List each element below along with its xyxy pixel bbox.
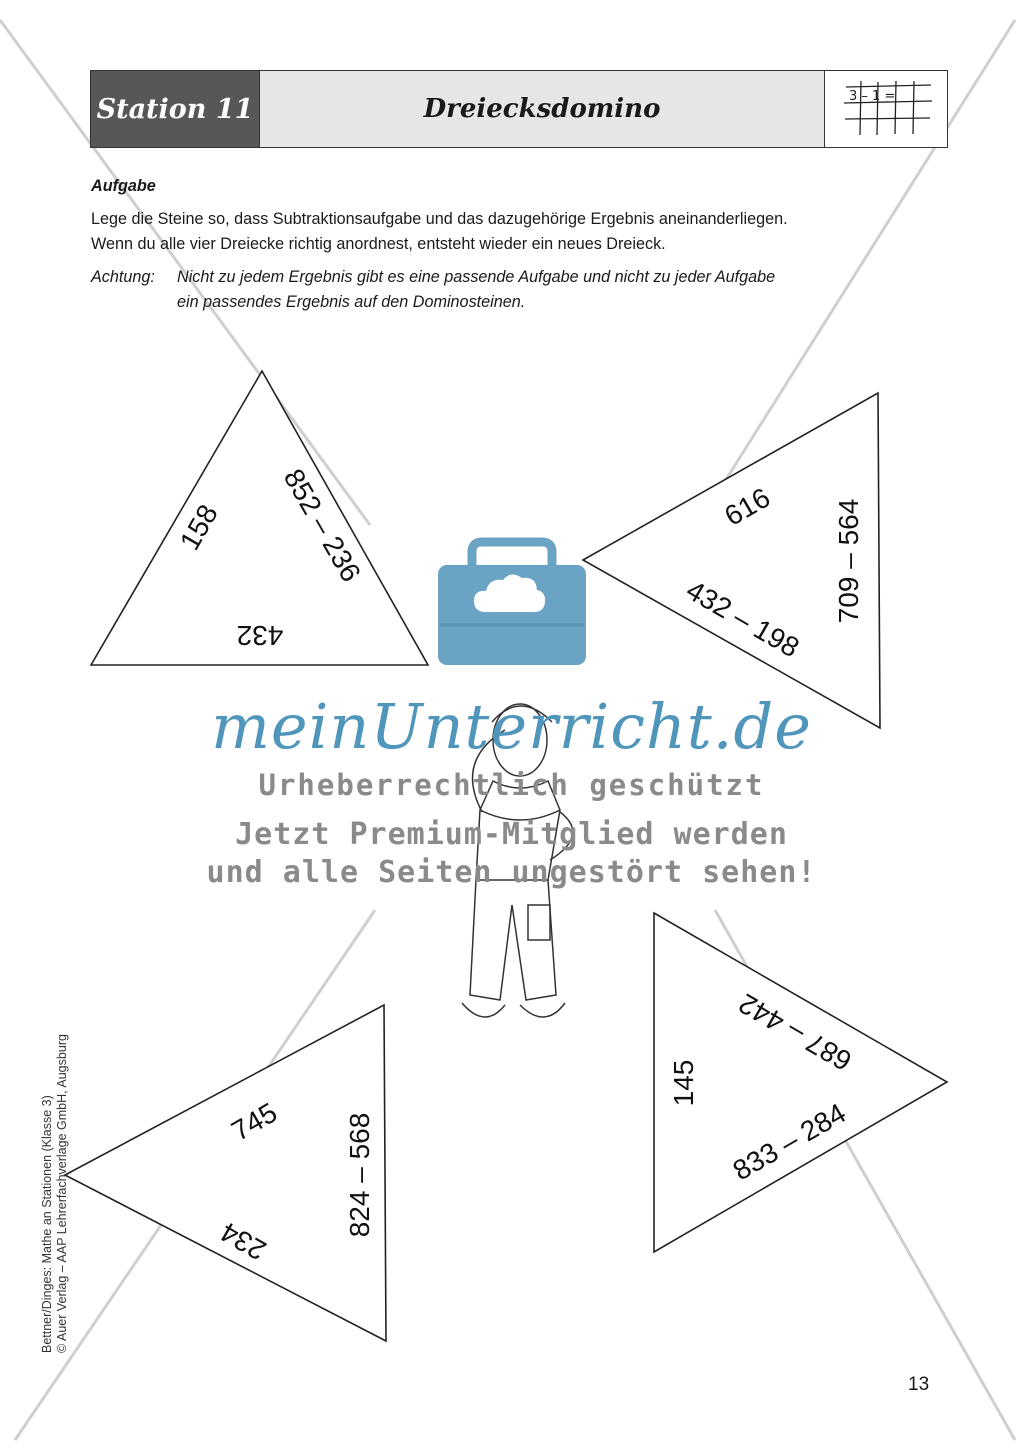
- grid-icon-text: 3 – 1 =: [849, 89, 896, 104]
- domino-2-edge-b: 709 – 564: [833, 498, 864, 624]
- task-line-2: Wenn du alle vier Dreiecke richtig anordnest, entsteht wieder ein neues Dreieck.: [91, 235, 666, 253]
- domino-3-edge-c: 234: [215, 1216, 272, 1267]
- task-line-1: Lege die Steine so, dass Subtraktionsaufgabe und das dazugehörige Ergebnis aneinanderliegen.: [91, 210, 788, 228]
- page-number: 13: [908, 1374, 930, 1395]
- domino-1-edge-c: 432: [236, 620, 284, 651]
- credit-line-2: © Auer Verlag – AAP Lehrerfachverlage GmbH, Augsburg: [55, 1034, 69, 1353]
- domino-3-edge-b: 824 – 568: [344, 1112, 375, 1238]
- watermark-line-1: Urheberrechtlich geschützt: [258, 768, 765, 802]
- domino-2-edge-c: 432 – 198: [681, 574, 805, 664]
- domino-triangle-4[interactable]: [654, 913, 947, 1252]
- credit-line-1: Bettner/Dinges: Mathe an Stationen (Klasse 3): [40, 1095, 54, 1353]
- warning-line-1: Nicht zu jedem Ergebnis gibt es eine passende Aufgabe und nicht zu jeder Aufgabe: [177, 268, 776, 286]
- domino-1-edge-b: 852 – 236: [277, 463, 367, 587]
- warning-line-2: ein passendes Ergebnis auf den Dominosteinen.: [177, 293, 526, 311]
- briefcase-cloud-icon: [438, 542, 586, 665]
- watermark-line-3: und alle Seiten ungestört sehen!: [206, 855, 817, 890]
- domino-2-edge-a: 616: [719, 481, 776, 532]
- domino-4-edge-c: 833 – 284: [727, 1097, 851, 1187]
- task-heading: Aufgabe: [91, 177, 156, 195]
- domino-3-edge-a: 745: [226, 1096, 283, 1147]
- station-label: Station 11: [91, 71, 260, 147]
- domino-1-edge-a: 158: [173, 499, 224, 556]
- domino-4-edge-a: 687 – 442: [733, 987, 857, 1077]
- publisher-credit: [40, 1034, 70, 1353]
- page-title: Dreiecksdomino: [260, 71, 824, 147]
- watermark-line-2: Jetzt Premium-Mitglied werden: [235, 817, 788, 852]
- warning-label: Achtung:: [91, 268, 155, 286]
- domino-triangle-1[interactable]: [91, 371, 428, 665]
- watermark-logo: meinUnterricht.de: [211, 690, 812, 763]
- domino-4-edge-b: 145: [668, 1059, 699, 1107]
- domino-triangle-2[interactable]: [583, 393, 880, 728]
- domino-triangle-3[interactable]: [65, 1005, 386, 1341]
